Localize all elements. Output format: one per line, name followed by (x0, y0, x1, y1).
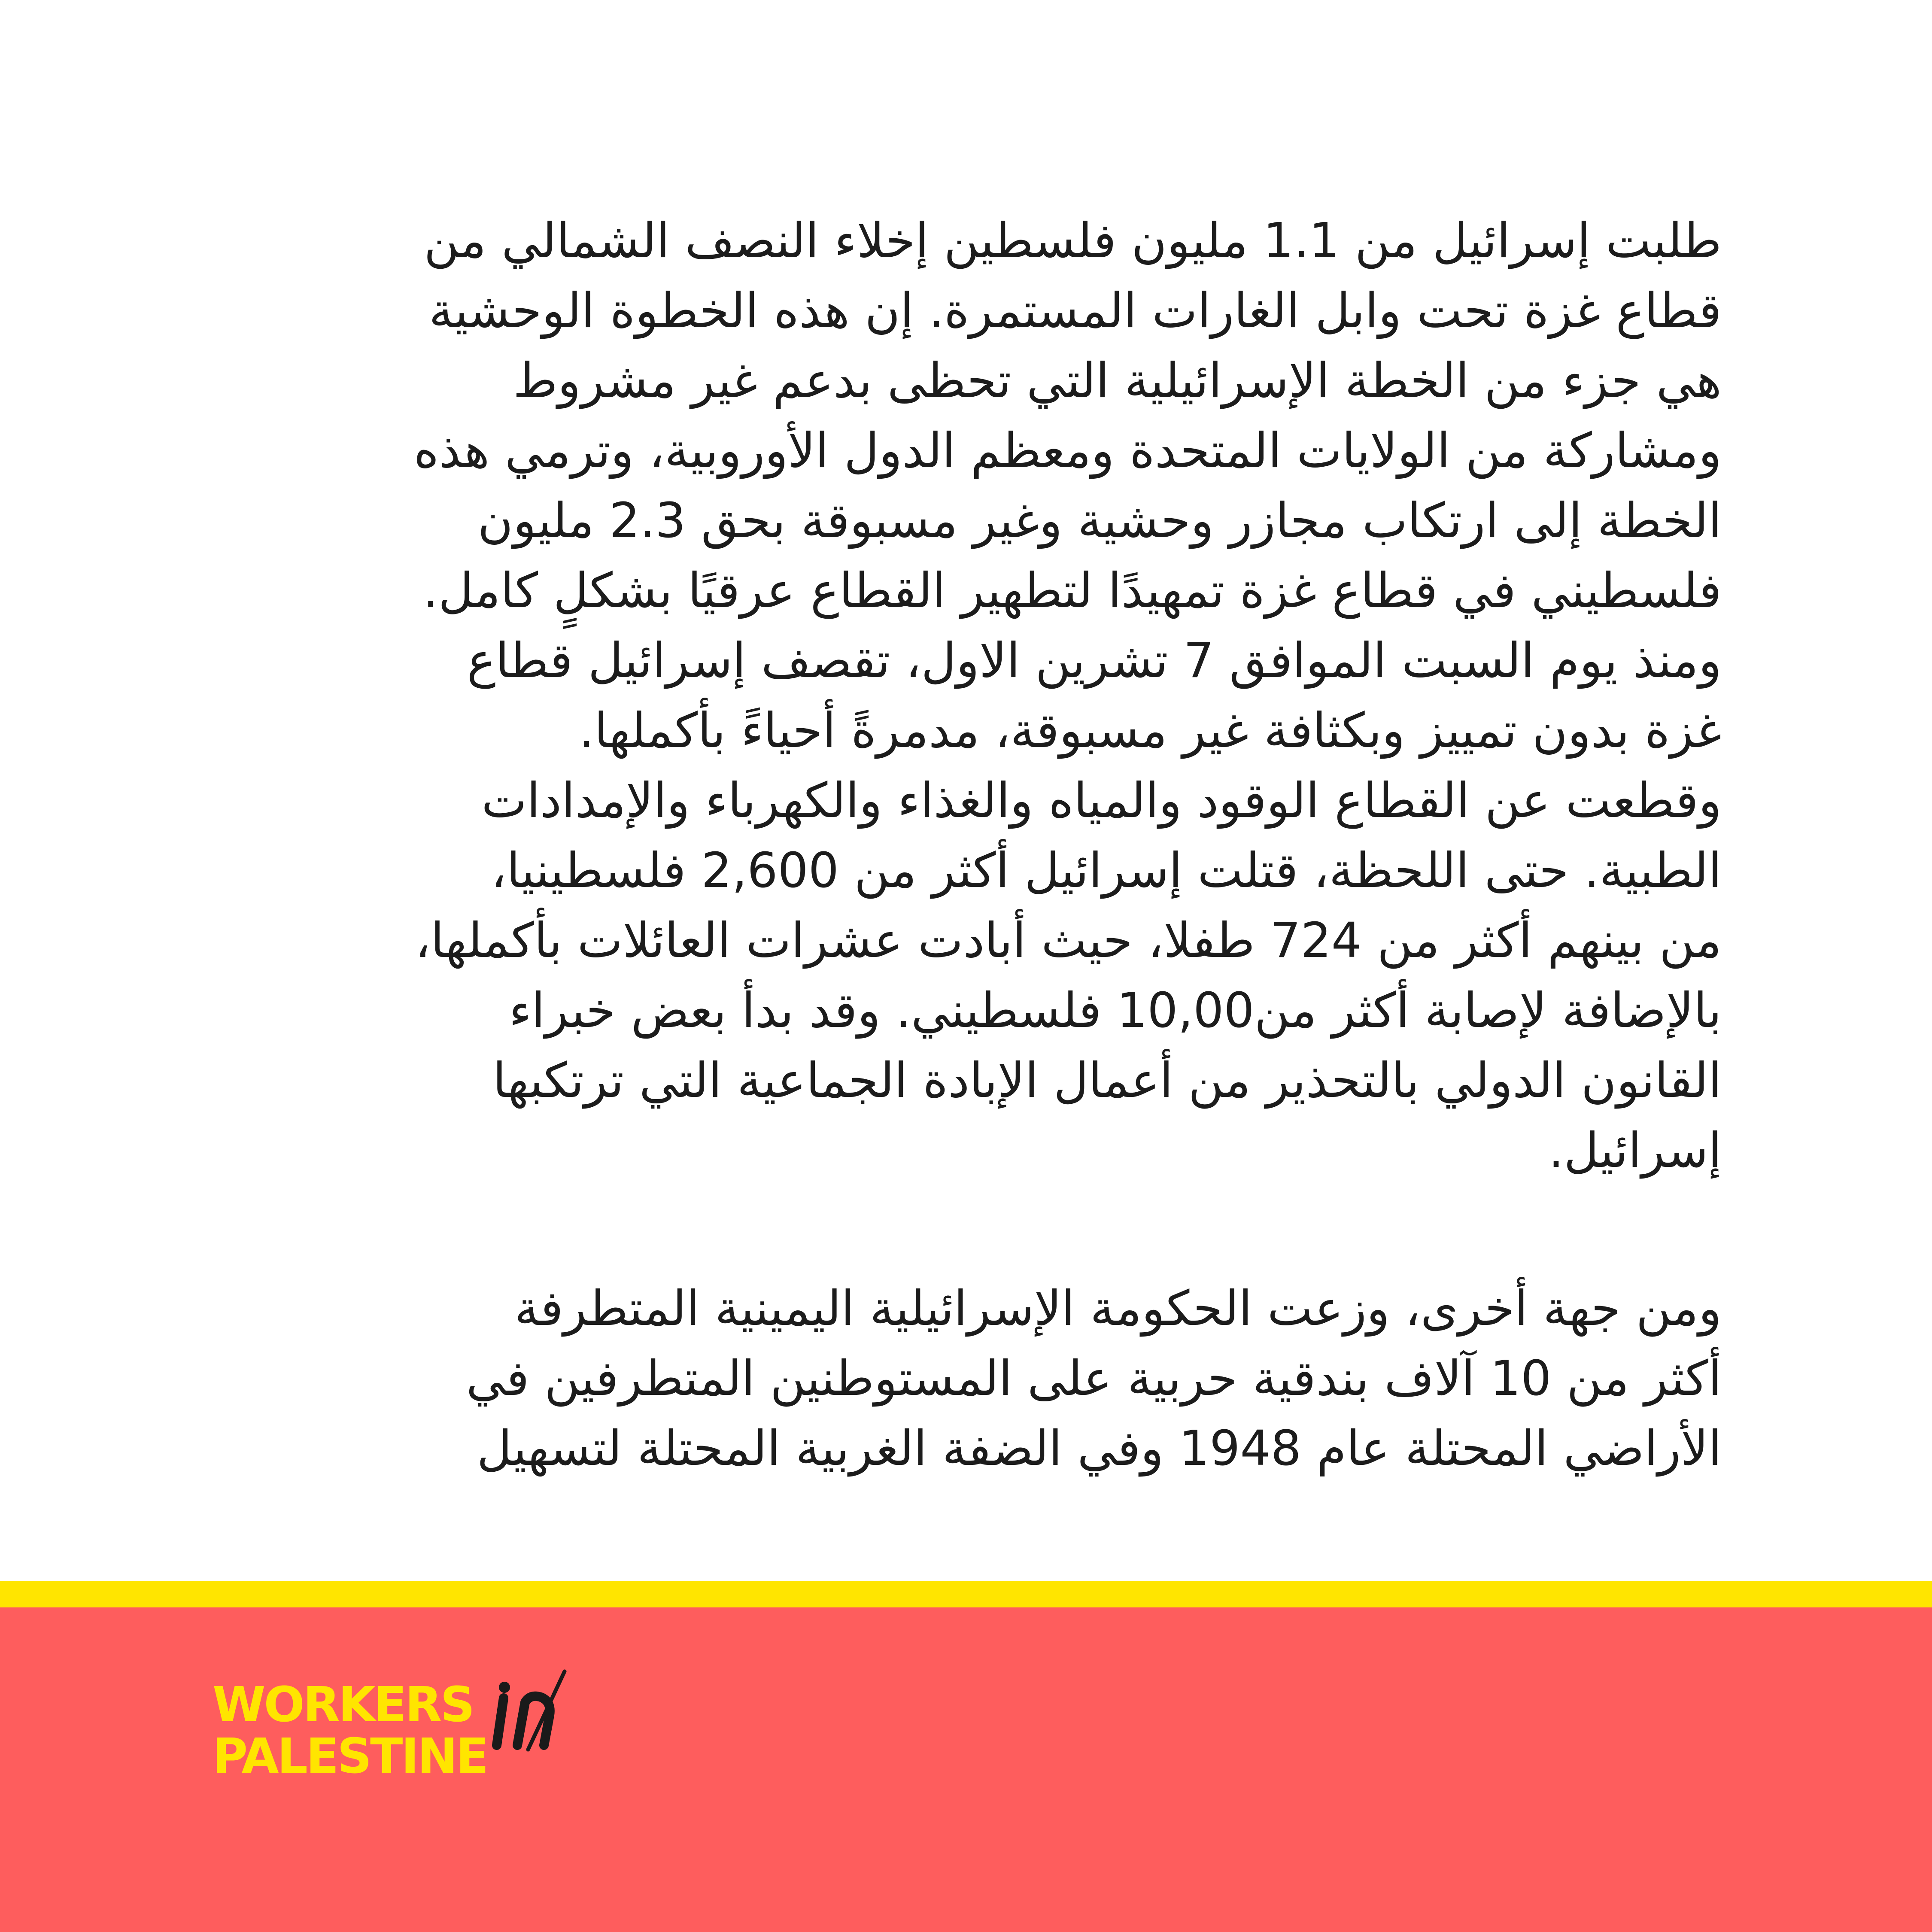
paragraph-2 (210, 1274, 1722, 1484)
paragraph-line: فلسطيني في قطاع غزة تمهيدًا لتطهير القطاع عرقيًا بشكلٍ كامل. (423, 563, 1722, 619)
paragraph-line: الطبية. حتى اللحظة، قتلت إسرائيل أكثر من 2,600 فلسطينيا، (491, 843, 1722, 899)
paragraph-line: قطاع غزة تحت وابل الغارات المستمرة. إن هذه الخطوة الوحشية (429, 283, 1722, 339)
paragraph-line: ومنذ يوم السبت الموافق 7 تشرين الاول، تقصف إسرائيل قطاع (467, 633, 1722, 689)
paragraph-line: القانون الدولي بالتحذير من أعمال الإبادة الجماعية التي ترتكبها (492, 1053, 1722, 1109)
paragraph-line: هي جزء من الخطة الإسرائيلية التي تحظى بدعم غير مشروط (513, 353, 1722, 409)
paragraph-1 (210, 206, 1722, 1186)
yellow-divider-stripe (0, 1581, 1932, 1607)
paragraph-line: طلبت إسرائيل من 1.1 مليون فلسطين إخلاء النصف الشمالي من (424, 213, 1722, 269)
paragraph-line: بالإضافة لإصابة أكثر من10,00 فلسطيني. وقد بدأ بعض خبراء (509, 983, 1722, 1039)
paragraph-line: ومشاركة من الولايات المتحدة ومعظم الدول الأوروبية، وترمي هذه (413, 423, 1722, 479)
logo-word-palestine: PALESTINE (213, 1728, 487, 1784)
article-body (210, 206, 1722, 1484)
paragraph-spacer (210, 1186, 1722, 1274)
workers-in-palestine-logo (213, 1677, 599, 1823)
paragraph-line: غزة بدون تمييز وبكثافة غير مسبوقة، مدمرةً أحياءً بأكملها. (579, 703, 1722, 759)
logo-word-workers: WORKERS (213, 1677, 474, 1733)
paragraph-line: إسرائيل. (1548, 1123, 1722, 1179)
paragraph-line: الأراضي المحتلة عام 1948 وفي الضفة الغربية المحتلة لتسهيل (477, 1421, 1722, 1476)
paragraph-line: أكثر من 10 آلاف بندقية حربية على المستوطنين المتطرفين في (466, 1351, 1722, 1406)
paragraph-line: الخطة إلى ارتكاب مجازر وحشية وغير مسبوقة بحق 2.3 مليون (477, 493, 1722, 549)
logo-in-brush-icon (487, 1664, 573, 1758)
paragraph-line: وقطعت عن القطاع الوقود والمياه والغذاء والكهرباء والإمدادات (481, 773, 1722, 829)
paragraph-line: ومن جهة أخرى، وزعت الحكومة الإسرائيلية اليمينية المتطرفة (514, 1281, 1722, 1337)
paragraph-line: من بينهم أكثر من 724 طفلا، حيث أبادت عشرات العائلات بأكملها، (415, 913, 1722, 969)
